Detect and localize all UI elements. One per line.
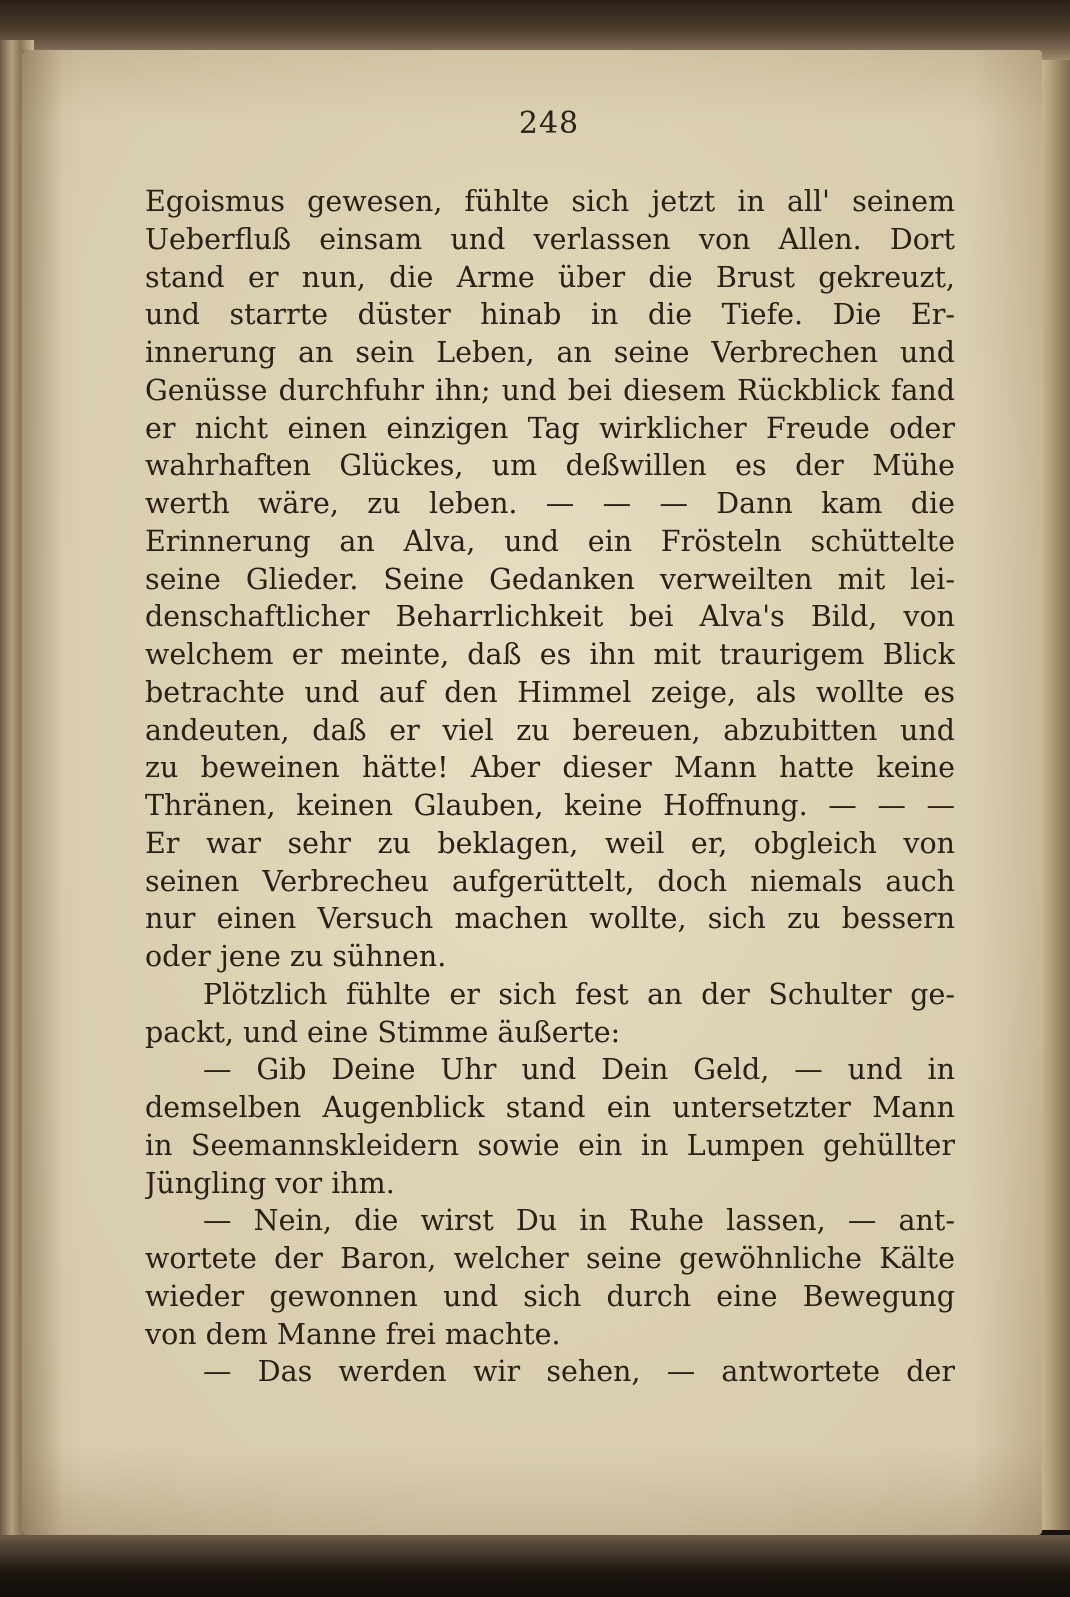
text-line: und starrte düster hinab in die Tiefe. Die Er- <box>145 298 955 332</box>
text-line: — Das werden wir sehen, — antwortete der <box>203 1355 955 1389</box>
text-line: Genüsse durchfuhr ihn; und bei diesem Rückblick fand <box>145 373 955 407</box>
text-line: — Nein, die wirst Du in Ruhe lassen, — ant- <box>203 1204 955 1238</box>
text-line: andeuten, daß er viel zu bereuen, abzubitten und <box>145 713 955 747</box>
text-line: zu beweinen hätte! Aber dieser Mann hatte keine <box>145 751 955 785</box>
text-line: welchem er meinte, daß es ihn mit traurigem Blick <box>145 638 955 671</box>
text-line: betrachte und auf den Himmel zeige, als wollte es <box>145 675 955 709</box>
text-line: seinen Verbrecheu aufgerüttelt, doch niemals auch <box>145 864 955 898</box>
text-line: Egoismus gewesen, fühlte sich jetzt in all' seinem <box>145 185 955 218</box>
text-line: oder jene zu sühnen. <box>145 940 447 973</box>
text-line: werth wäre, zu leben. — — — Dann kam die <box>145 487 955 520</box>
text-line: wortete der Baron, welcher seine gewöhnliche Kälte <box>145 1242 955 1275</box>
text-line: wieder gewonnen und sich durch eine Bewegung <box>145 1279 955 1313</box>
body-text <box>145 183 955 1391</box>
text-line: demselben Augenblick stand ein untersetzter Mann <box>145 1091 955 1124</box>
text-line: — Gib Deine Uhr und Dein Geld, — und in <box>203 1053 955 1087</box>
text-line: denschaftlicher Beharrlichkeit bei Alva's Bild, von <box>145 600 955 634</box>
text-line: packt, und eine Stimme äußerte: <box>145 1015 621 1049</box>
text-line: in Seemannskleidern sowie ein in Lumpen gehüllter <box>145 1128 955 1162</box>
text-line: Thränen, keinen Glauben, keine Hoffnung. — — — <box>145 789 955 822</box>
text-line: Jüngling vor ihm. <box>145 1166 395 1200</box>
page-number: 248 <box>518 106 580 141</box>
text-line: er nicht einen einzigen Tag wirklicher Freude oder <box>145 411 955 445</box>
text-line: seine Glieder. Seine Gedanken verweilten mit lei- <box>145 562 955 596</box>
text-line: innerung an sein Leben, an seine Verbrechen und <box>145 336 955 369</box>
text-line: von dem Manne frei machte. <box>145 1317 561 1351</box>
text-line: wahrhaften Glückes, um deßwillen es der Mühe <box>145 449 955 483</box>
text-line: Erinnerung an Alva, und ein Frösteln schüttelte <box>145 524 955 558</box>
text-line: Er war sehr zu beklagen, weil er, obgleich von <box>145 826 955 860</box>
gutter-shadow <box>22 50 62 1535</box>
text-line: Plötzlich fühlte er sich fest an der Schulter ge- <box>203 977 955 1011</box>
text-line: Ueberfluß einsam und verlassen von Allen. Dort <box>145 222 955 256</box>
text-line: nur einen Versuch machen wollte, sich zu bessern <box>145 902 955 936</box>
right-page-stack <box>1040 60 1070 1530</box>
book-bottom-edge <box>0 1535 1070 1597</box>
text-line: stand er nun, die Arme über die Brust gekreuzt, <box>145 260 955 294</box>
